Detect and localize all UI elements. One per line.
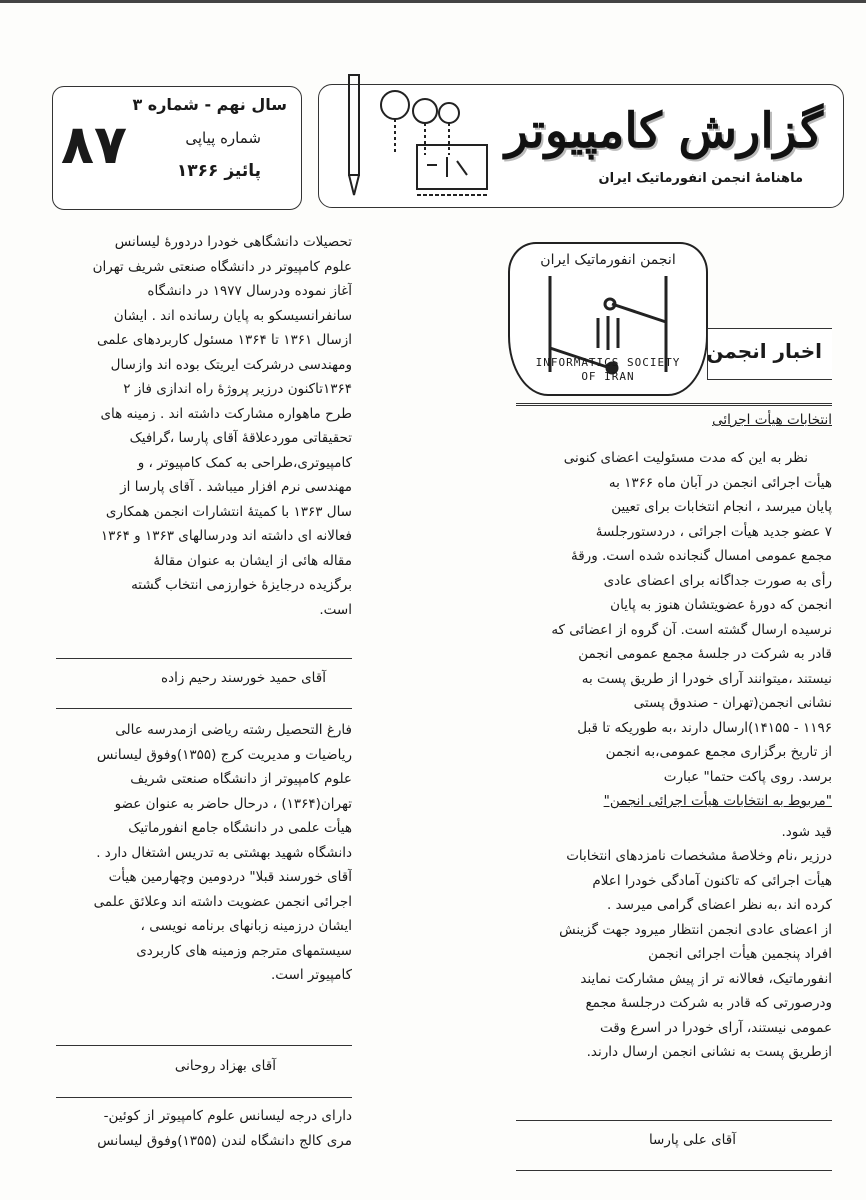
body-line: مری کالج دانشگاه لندن (۱۳۵۵)وفوق لیسانس <box>97 1132 352 1149</box>
body-line: دانشگاه شهید بهشتی به تدریس اشتغال دارد . <box>96 844 352 861</box>
body-line: سال ۱۳۶۳ با کمیتهٔ انتشارات انجمن همکاری <box>105 503 352 520</box>
body-line: ازسال ۱۳۶۱ تا ۱۳۶۴ مسئول کاربردهای علمی <box>97 332 352 348</box>
candidate2-divider-bottom <box>56 708 352 709</box>
logo-persian-name: انجمن انفورماتیک ایران <box>540 252 676 268</box>
logo-english-line2: OF IRAN <box>581 370 635 383</box>
body-line: آغاز نموده ودرسال ۱۹۷۷ در دانشگاه <box>147 283 352 299</box>
body-line: علوم کامپیوتر در دانشگاه صنعتی شریف تهران <box>92 258 352 275</box>
section-title-box <box>707 328 832 380</box>
logo-english-line1: INFORMATICS SOCIETY <box>535 356 681 369</box>
pencil-people-illustration-icon <box>337 65 497 205</box>
body-line: کامپیوتر است. <box>271 967 352 983</box>
body-line: انفورماتیک، فعالانه تر از پیش مشارکت نمایند <box>580 970 832 987</box>
body-line: انجمن که دورهٔ عضویتشان هنوز به پایان <box>610 597 832 613</box>
body-line: ومهندسی درشرکت ایریتک بوده اند وازسال <box>110 356 352 373</box>
body-line: کامپیوتری،طراحی به کمک کامپیوتر ، و <box>137 454 352 471</box>
body-line: مجمع عمومی امسال گنجانده شده است. ورقهٔ <box>570 548 832 564</box>
body-line: نشانی انجمن(تهران - صندوق پستی <box>633 695 832 711</box>
khorsand-bio <box>52 718 352 988</box>
body-line: ودرصورتی که قادر به شرکت درجلسهٔ مجمع <box>585 995 832 1011</box>
body-line: مهندسی نرم افزار میباشد . آقای پارسا از <box>120 479 352 495</box>
candidate-heading-parsa: آقای علی پارسا <box>648 1132 736 1148</box>
body-line: رأی به صورت جداگانه برای اعضای عادی <box>603 572 832 589</box>
body-line: هیأت اجرائی که تاکنون آمادگی خودرا اعلام <box>592 872 832 889</box>
body-line: آقای خورسند قبلا" دردومین وچهارمین هیأت <box>108 869 352 885</box>
issue-season-year: پائیز ۱۳۶۶ <box>176 161 261 181</box>
candidate-heading-rouhani: آقای بهزاد روحانی <box>174 1058 276 1074</box>
body-line: ۱۱۹۶ - ۱۴۱۵۵)ارسال دارند ،به طوریکه تا قبل <box>577 719 832 736</box>
body-line: مقاله هائی از ایشان به عنوان مقالهٔ <box>153 552 352 569</box>
body-line: هیأت علمی در دانشگاه جامع انفورماتیک <box>128 820 352 836</box>
magazine-subtitle: ماهنامهٔ انجمن انفورماتیک ایران <box>598 171 803 186</box>
body-line: قید شود. <box>781 823 832 840</box>
elections-body <box>516 446 832 1065</box>
body-line: فعالانه ای داشته اند ودرسالهای ۱۳۶۳ و ۱۳۶۴ <box>100 528 352 544</box>
body-line: اجرائی انجمن عضویت داشته اند وعلائق علمی <box>93 893 352 910</box>
body-line: افراد پنجمین هیأت اجرائی انجمن <box>648 946 832 962</box>
body-line: برگزیده درجایزهٔ خوارزمی انتخاب گشته <box>131 577 352 593</box>
body-line: ریاضیات و مدیریت کرج (۱۳۵۵)وفوق لیسانس <box>96 746 352 763</box>
issue-serial-number: ۸۷ <box>61 113 127 176</box>
section-title: اخبار انجمن <box>706 339 822 363</box>
body-line: است. <box>319 601 352 618</box>
society-logo <box>508 242 708 396</box>
body-line: نرسیده ارسال گشته است. آن گروه از اعضائی که <box>551 621 832 638</box>
elections-heading: انتخابات هیأت اجرائی <box>712 412 832 428</box>
body-line: نظر به این که مدت مسئولیت اعضای کنونی <box>563 450 808 466</box>
body-line: پایان میرسد ، انجام انتخابات برای تعیین <box>611 499 832 515</box>
body-line: تهران(۱۳۶۴) ، درحال حاضر به عنوان عضو <box>114 795 352 812</box>
body-line: تحقیقاتی موردعلاقهٔ آقای پارسا ،گرافیک <box>129 430 352 446</box>
parsa-bio <box>52 230 352 622</box>
body-line: درزیر ،نام وخلاصهٔ مشخصات نامزدهای انتخابات <box>566 848 832 864</box>
magazine-title: گزارش کامپیوتر <box>505 103 823 159</box>
envelope-quote: "مربوط به انتخابات هیأت اجرائی انجمن" <box>603 793 832 809</box>
body-line: سیستمهای مترجم وزمینه های کاربردی <box>136 942 352 959</box>
body-line: فارغ التحصیل رشته ریاضی ازمدرسه عالی <box>115 722 352 738</box>
candidate-divider-top <box>516 1120 832 1121</box>
body-line: ایشان درزمینه زبانهای برنامه نویسی ، <box>140 918 352 934</box>
body-line: از اعضای عادی انجمن انتظار میرود جهت گزینش <box>559 921 832 938</box>
candidate-divider-bottom <box>516 1170 832 1171</box>
body-line: ۱۳۶۴تاکنون درزیر پروژهٔ راه اندازی فاز ۲ <box>123 381 352 397</box>
logo-english-name <box>510 356 706 384</box>
body-line: هیأت اجرائی انجمن در آبان ماه ۱۳۶۶ به <box>608 474 832 491</box>
body-line: علوم کامپیوتر از دانشگاه صنعتی شریف <box>130 771 352 787</box>
body-line: قادر به شرکت در جلسهٔ مجمع عمومی انجمن <box>578 646 832 662</box>
body-line: عمومی نیستند، آرای خودرا در اسرع وقت <box>599 1019 832 1036</box>
body-line: دارای درجه لیسانس علوم کامپیوتر از کوئین- <box>103 1108 352 1124</box>
issue-serial-label: شماره پیاپی <box>185 129 261 147</box>
candidate2-divider-top <box>56 658 352 659</box>
candidate-heading-khorsand: آقای حمید خورسند رحیم زاده <box>161 670 326 686</box>
masthead <box>318 84 844 208</box>
issue-info-box <box>52 86 302 210</box>
body-line: تحصیلات دانشگاهی خودرا دردورهٔ لیسانس <box>114 234 352 250</box>
body-line: ازطریق پست به نشانی انجمن ارسال دارند. <box>586 1044 832 1060</box>
body-line: سانفرانسیسکو به پایان رسانده اند . ایشان <box>113 307 352 324</box>
scan-edge <box>0 0 866 3</box>
section-divider <box>516 403 832 406</box>
body-line: کرده اند ،به نظر اعضای گرامی میرسد . <box>607 897 832 913</box>
candidate3-divider-bottom <box>56 1097 352 1098</box>
body-line: طرح ماهواره مشارکت داشته اند . زمینه های <box>100 405 352 422</box>
candidate3-divider-top <box>56 1045 352 1046</box>
body-line: ۷ عضو جدید هیأت اجرائی ، دردستورجلسهٔ <box>595 523 832 540</box>
body-line: برسد. روی پاکت حتما" عبارت <box>663 768 832 785</box>
body-line: نیستند ،میتوانند آرای خودرا از طریق پست به <box>581 670 832 687</box>
issue-year-number: سال نهم - شماره ۳ <box>132 95 287 114</box>
rouhani-bio <box>52 1104 352 1153</box>
body-line: از تاریخ برگزاری مجمع عمومی،به انجمن <box>605 744 832 760</box>
